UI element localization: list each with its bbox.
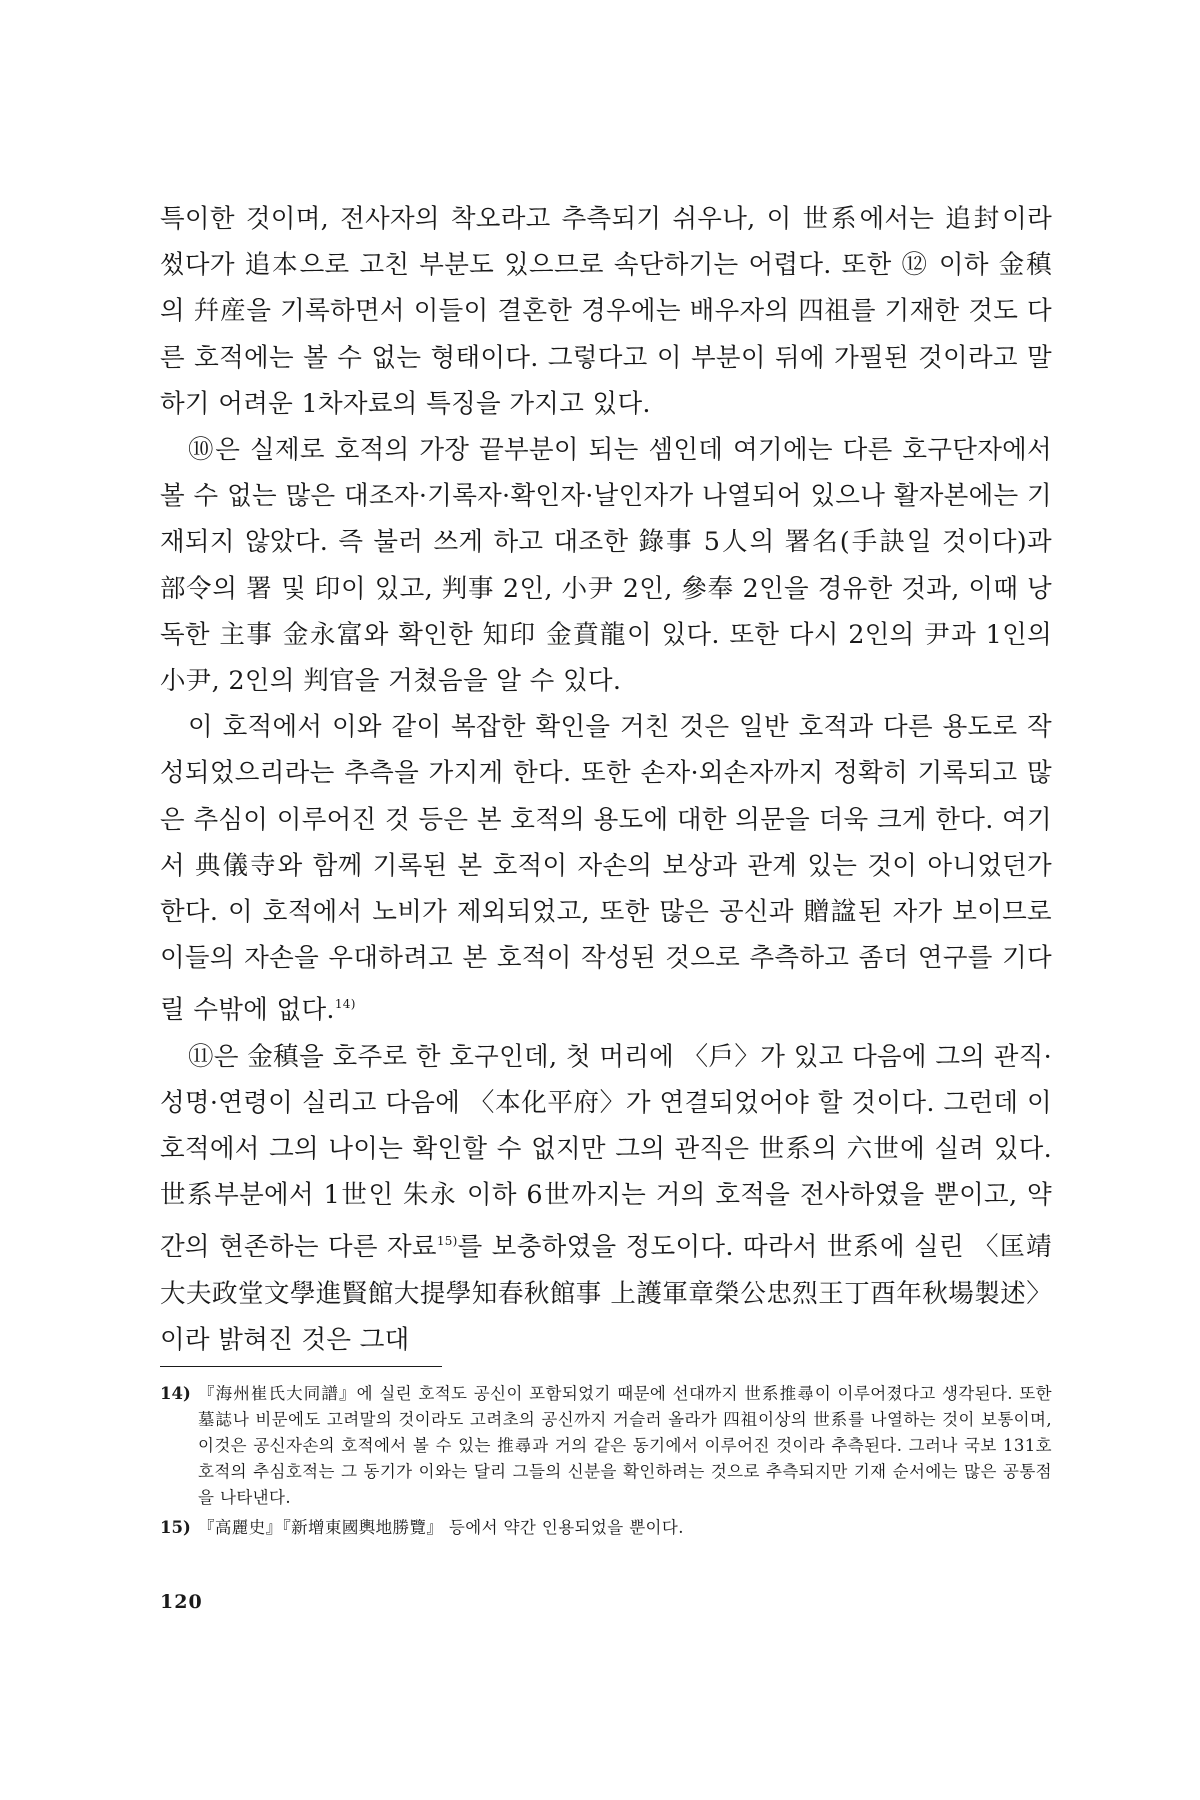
footnote-text: 『海州崔氏大同譜』에 실린 호적도 공신이 포함되었기 때문에 선대까지 世系推尋이 이루어졌다고 생각된다. 또한 墓誌나 비문에도 고려말의 것이라도 고려초의 공신까지 거슬러 올라가 四祖이상의 世系를 나열하는 것이 보통이며, 이것은 공신자손의 호적에서 볼 수 있는 推尋과 거의 같은 동기에서 이루어진 것이라 추측된다. 그러나 국보 131호 호적의 추심호적는 그 동기가 이와는 달리 그들의 신분을 확인하려는 것으로 추측되지만 기재 순서에는 많은 공통점을 나타낸다.: [198, 1384, 1052, 1507]
footnote-ref-15[interactable]: 15): [436, 1234, 458, 1249]
paragraph-4-text: ⑪은 金稹을 호주로 한 호구인데, 첫 머리에 〈戶〉가 있고 다음에 그의 관직·성명·연령이 실리고 다음에 〈本化平府〉가 연결되었어야 할 것이다. 그런데 이 호적에서 그의 나이는 확인할 수 없지만 그의 관직은 世系의 六世에 실려 있다. 世系부분에서 1世인 朱永 이하 6世까지는 거의 호적을 전사하였을 뿐이고, 약간의 현존하는 다른 자료: [160, 1041, 1052, 1263]
paragraph-3: [160, 704, 1052, 1033]
footnote-divider: [160, 1366, 442, 1367]
page-number: 120: [160, 1591, 203, 1613]
footnotes: [160, 1381, 1052, 1545]
paragraph-1: 특이한 것이며, 전사자의 착오라고 추측되기 쉬우나, 이 世系에서는 追封이라 썼다가 追本으로 고친 부분도 있으므로 속단하기는 어렵다. 또한 ⑫ 이하 金稹의 幷産을 기록하면서 이들이 결혼한 경우에는 배우자의 四祖를 기재한 것도 다른 호적에는 볼 수 없는 형태이다. 그렇다고 이 부분이 뒤에 가필된 것이라고 말하기 어려운 1차자료의 특징을 가지고 있다.: [160, 204, 1052, 419]
paragraph-3-text: 이 호적에서 이와 같이 복잡한 확인을 거친 것은 일반 호적과 다른 용도로 작성되었으리라는 추측을 가지게 한다. 또한 손자·외손자까지 정확히 기록되고 많은 추심이 이루어진 것 등은 본 호적의 용도에 대한 의문을 더욱 크게 한다. 여기서 典儀寺와 함께 기록된 본 호적이 자손의 보상과 관계 있는 것이 아니었던가 한다. 이 호적에서 노비가 제외되었고, 또한 많은 공신과 贈諡된 자가 보이므로 이들의 자손을 우대하려고 본 호적이 작성된 것으로 추측하고 좀더 연구를 기다릴 수밖에 없다.: [160, 712, 1052, 1026]
body-text: [160, 196, 1052, 1363]
paragraph-4: [160, 1034, 1052, 1363]
footnote-15: [160, 1515, 1052, 1541]
footnote-ref-14[interactable]: 14): [334, 997, 356, 1012]
paragraph-4-continuation: 를 보충하였을 정도이다. 따라서 世系에 실린 〈匡靖大夫政堂文學進賢館大提學知春秋館事 上護軍章榮公忠烈王丁酉年秋場製述〉이라 밝혀진 것은 그대: [160, 1232, 1052, 1355]
paragraph-2: ⑩은 실제로 호적의 가장 끝부분이 되는 셈인데 여기에는 다른 호구단자에서 볼 수 없는 많은 대조자·기록자·확인자·날인자가 나열되어 있으나 활자본에는 기재되지 않았다. 즉 불러 쓰게 하고 대조한 錄事 5人의 署名(手訣일 것이다)과 部令의 署 및 印이 있고, 判事 2인, 小尹 2인, 參奉 2인을 경유한 것과, 이때 낭독한 主事 金永富와 확인한 知印 金賁龍이 있다. 또한 다시 2인의 尹과 1인의 小尹, 2인의 判官을 거쳤음을 알 수 있다.: [160, 435, 1052, 697]
footnote-14: [160, 1381, 1052, 1511]
footnote-text: 『高麗史』『新增東國輿地勝覽』 등에서 약간 인용되었을 뿐이다.: [198, 1518, 684, 1537]
footnote-number: 15): [160, 1518, 191, 1537]
footnote-number: 14): [160, 1384, 191, 1403]
